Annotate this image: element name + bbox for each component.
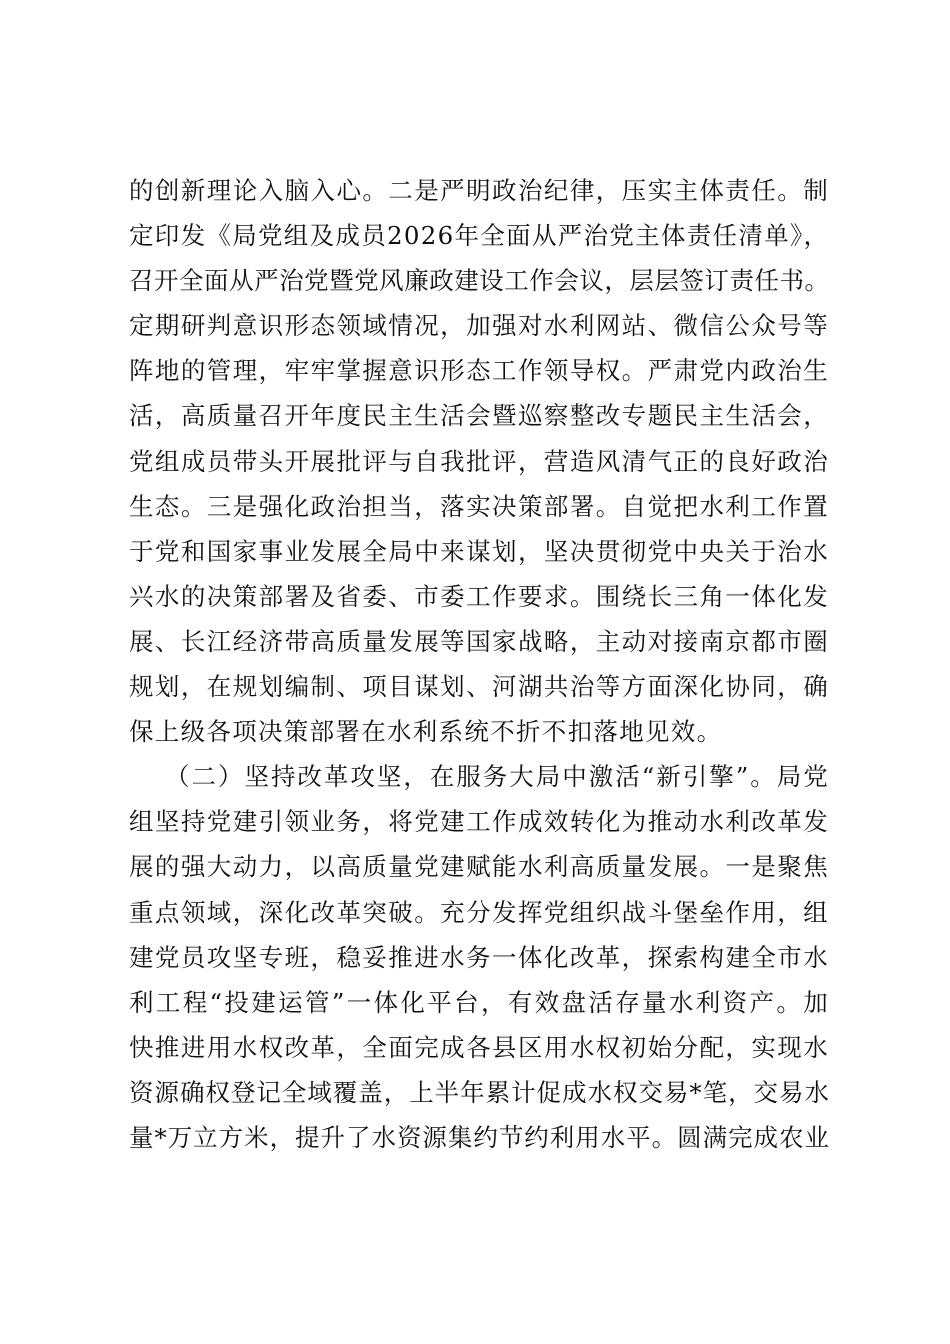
text-line: 重点领域，深化改革突破。充分发挥党组织战斗堡垒作用，组 [129,897,829,927]
section-heading-line: （二）坚持改革攻坚，在服务大局中激活“新引擎”。局党 [165,762,829,792]
text-line: 保上级各项决策部署在水利系统不折不扣落地见效。 [129,717,723,747]
text-line: 快推进用水权改革，全面完成各县区用水权初始分配，实现水 [129,1032,829,1062]
text-line: 展的强大动力，以高质量党建赋能水利高质量发展。一是聚焦 [129,852,829,882]
text-line: 于党和国家事业发展全局中来谋划，坚决贯彻党中央关于治水 [129,536,829,566]
text-line: 资源确权登记全域覆盖，上半年累计促成水权交易*笔，交易水 [129,1077,829,1107]
text-line: 定期研判意识形态领域情况，加强对水利网站、微信公众号等 [129,311,829,341]
text-line: 展、长江经济带高质量发展等国家战略，主动对接南京都市圈 [129,626,829,656]
text-line: 生态。三是强化政治担当，落实决策部署。自觉把水利工作置 [129,491,829,521]
text-line: 组坚持党建引领业务，将党建工作成效转化为推动水利改革发 [129,807,829,837]
text-line: 召开全面从严治党暨党风廉政建设工作会议，层层签订责任书。 [129,266,829,296]
text-line: 规划，在规划编制、项目谋划、河湖共治等方面深化协同，确 [129,672,829,702]
text-line: 量*万立方米，提升了水资源集约节约利用水平。圆满完成农业 [129,1122,829,1152]
text-line: 阵地的管理，牢牢掌握意识形态工作领导权。严肃党内政治生 [129,356,829,386]
text-line: 定印发《局党组及成员2026年全面从严治党主体责任清单》， [129,221,830,251]
text-line: 利工程“投建运管”一体化平台，有效盘活存量水利资产。加 [129,987,829,1017]
text-line: 党组成员带头开展批评与自我批评，营造风清气正的良好政治 [129,446,829,476]
document-page [129,168,829,1160]
text-line: 兴水的决策部署及省委、市委工作要求。围绕长三角一体化发 [129,581,829,611]
text-line: 的创新理论入脑入心。二是严明政治纪律，压实主体责任。制 [129,176,829,205]
paragraph-2 [129,754,829,1160]
text-line: 活，高质量召开年度民主生活会暨巡察整改专题民主生活会， [129,401,829,431]
text-line: 建党员攻坚专班，稳妥推进水务一体化改革，探索构建全市水 [129,942,829,972]
paragraph-1 [129,168,829,754]
